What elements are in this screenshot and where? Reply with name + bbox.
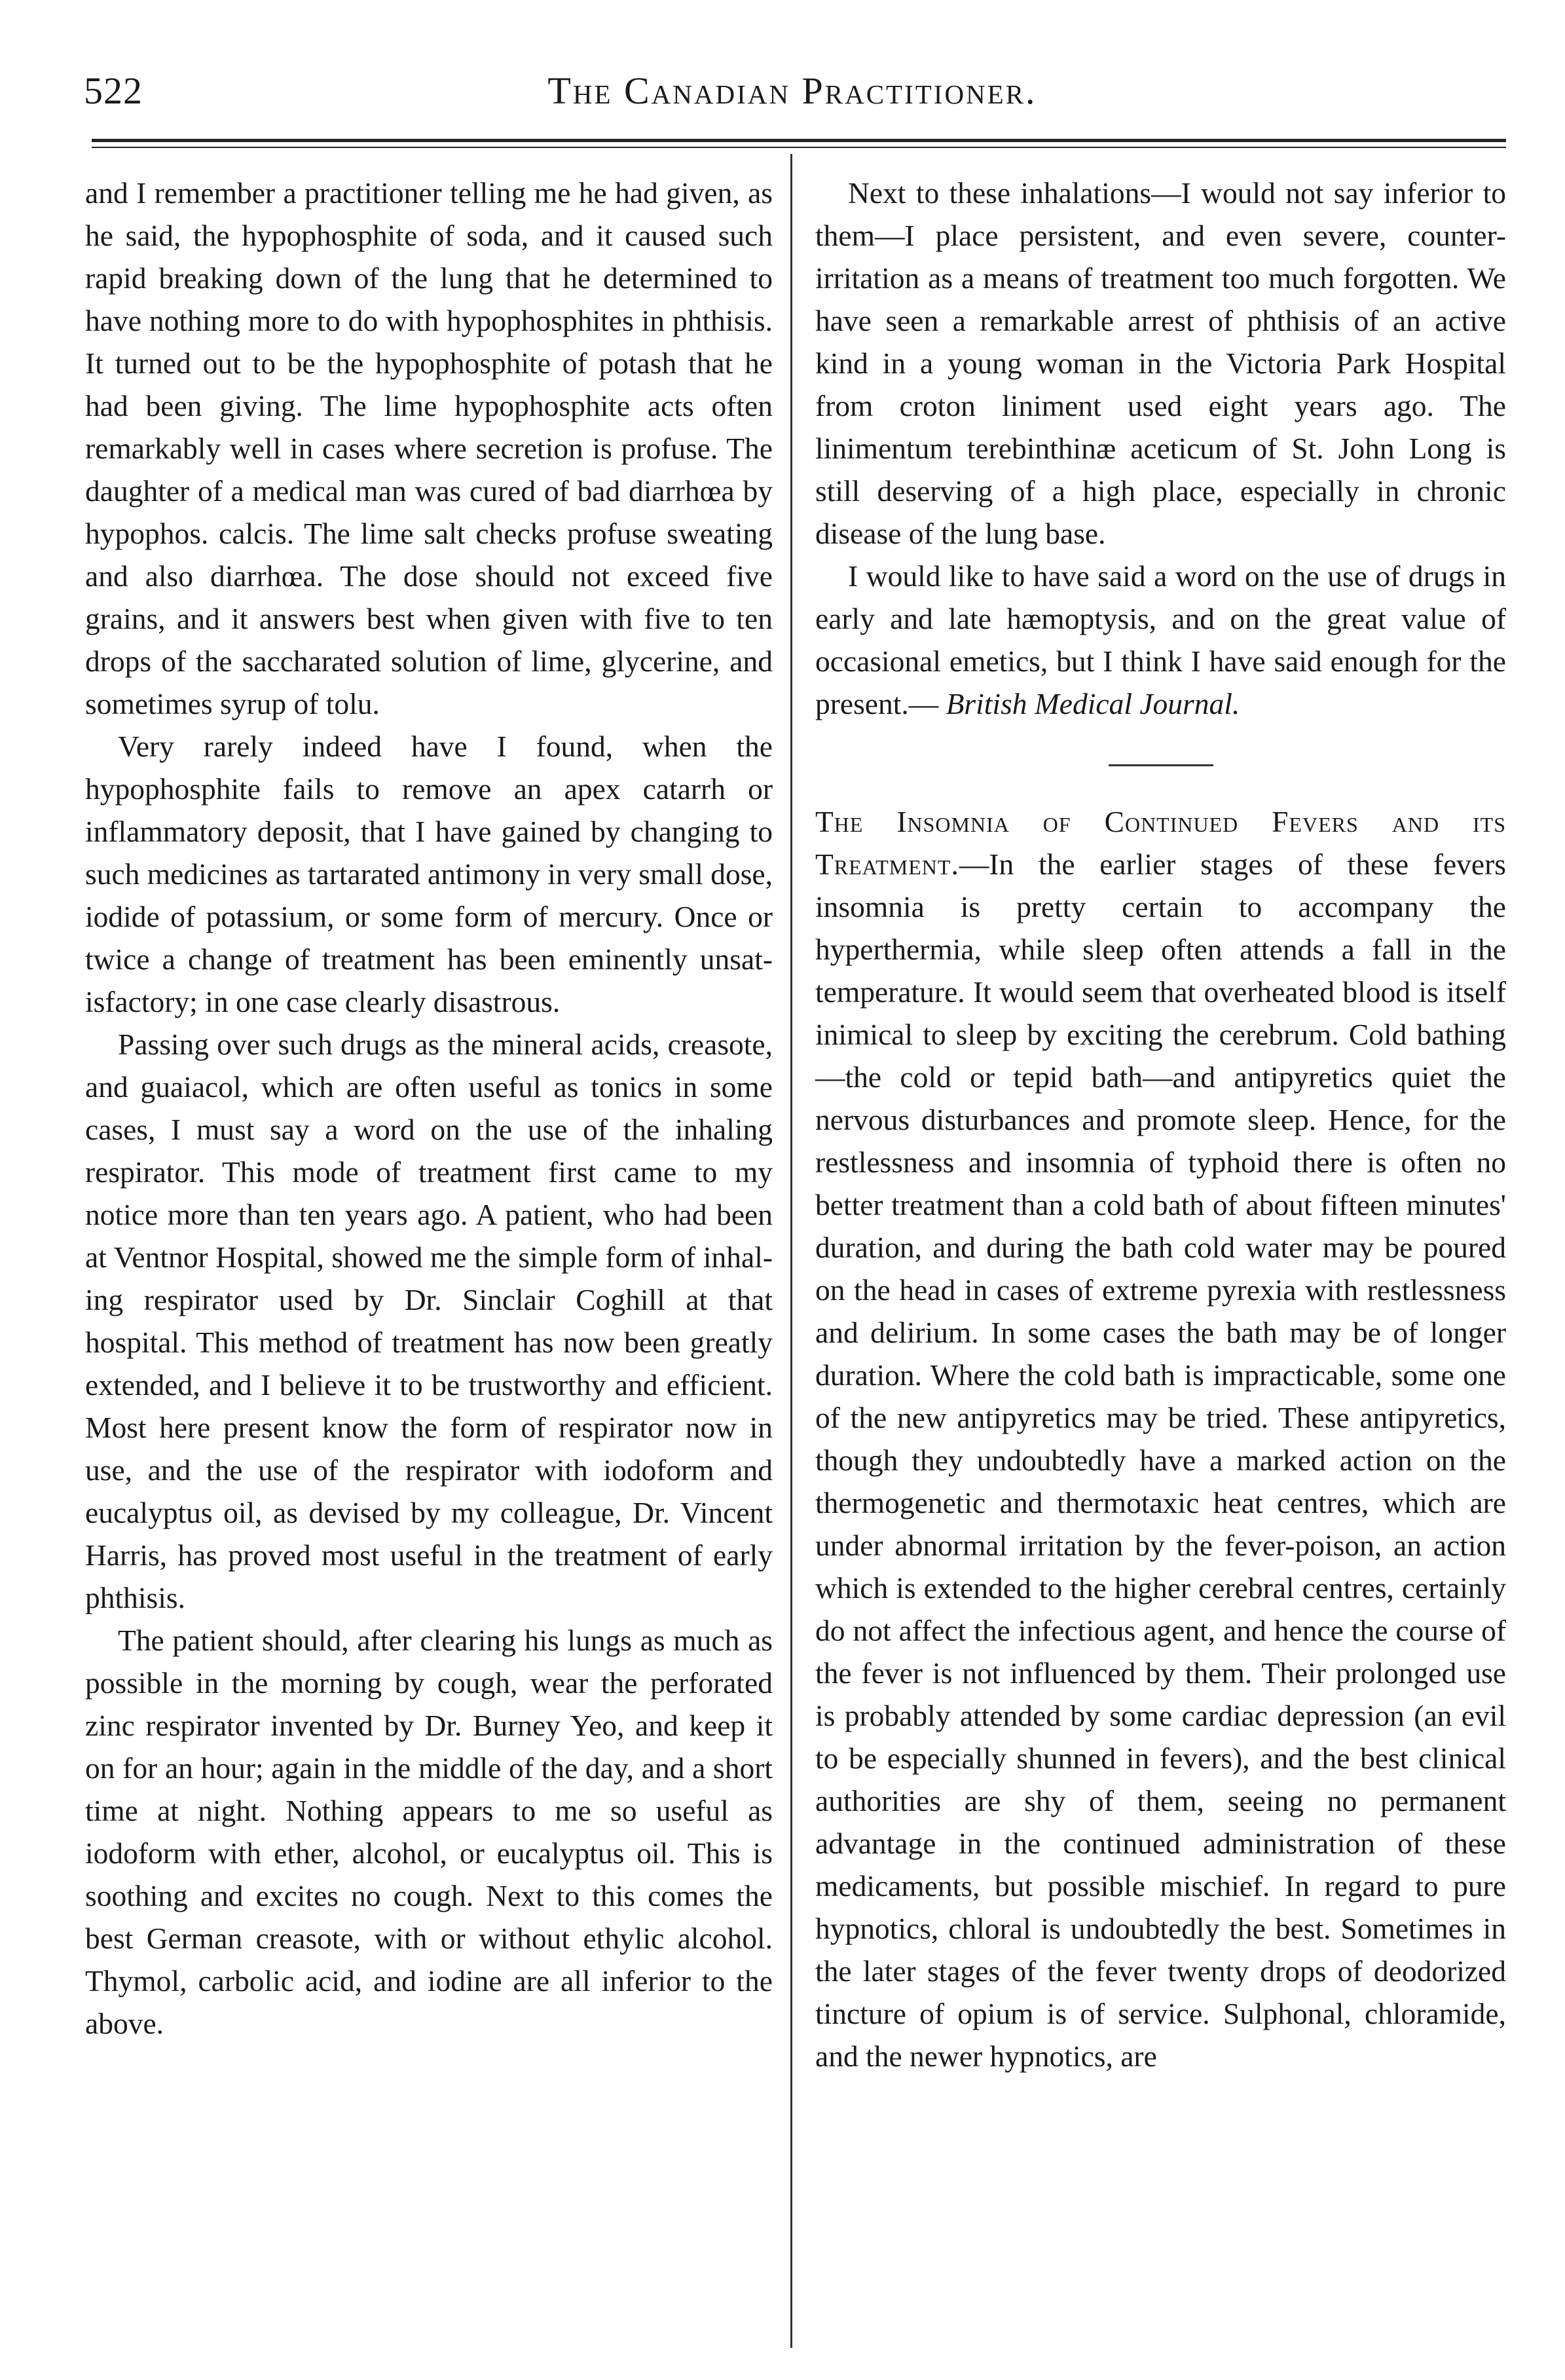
right-paragraph-1: Next to these inhalations—I would not say inferior to them—I place persistent, and even severe, counter-irritation as a means of treatment too much forgotten. We have seen a remarkable arrest of phthisis of an active kind in a young woman in the Victoria Park Hospital from croton liniment used eight years ago. The linimentum terebinthinæ aceticum of St. John Long is still deserving of a high place, especially in chronic disease of the lung base. [815,176,1506,550]
left-column [85,172,773,2045]
header-rule [92,139,1506,142]
left-paragraph-4: The patient should, after clearing his lungs as much as possible in the morning by cough, wear the perforated zinc respirator invented by Dr. Burney Yeo, and keep it on for an hour; again in the middle of the day, and a short time at night. Nothing appears to me so useful as iodoform with ether, alcohol, or eucalyptus oil. This is soothing and excites no cough. Next to this comes the best German creasote, with or without ethylic alcohol. Thymol, carbolic acid, and iodine are all inferior to the above. [85,1624,773,2040]
left-paragraph-2: Very rarely indeed have I found, when the hypophosphite fails to remove an apex catarrh or inflammatory deposit, that I have gained by changing to such medicines as tartarated antimony in very small dose, iodide of potassium, or some form of mercury. Once or twice a change of treatment has been eminently unsatisfactory; in one case clearly disastrous. [85,730,773,1018]
article-body: —In the earlier stages of these fevers insomnia is pretty certain to accompany the hyperthermia, while sleep often attends a fall in the temperature. It would seem that overheated blood is itself inimical to sleep by exciting the cerebrum. Cold bathing—the cold or tepid bath—and antipyretics quiet the nervous disturbances and promote sleep. Hence, for the restlessness and insomnia of typhoid there is often no better treatment than a cold bath of about fifteen minutes' duration, and during the bath cold water may be poured on the head in cases of extreme pyrexia with restlessness and delirium. In some cases the bath may be of longer duration. Where the cold bath is impracticable, some one of the new antipyretics may be tried. These antipyretics, though they undoubtedly have a marked action on the thermogenetic and thermotaxic heat centres, which are under abnormal irritation by the fever-poison, an action which is extended to the higher cerebral centres, certainly do not affect the infectious agent, and hence the course of the fever is not influenced by them. Their prolonged use is probably attended by some cardiac depression (an evil to be especially shunned in fevers), and the best clinical authorities are shy of them, seeing no permanent advantage in the continued administration of these medicaments, but possible mischief. In regard to pure hypnotics, chloral is undoubtedly the best. Sometimes in the later stages of the fever twenty drops of deodorized tincture of opium is of service. Sulphonal, chloramide, and the newer hypnotics, are [815,847,1506,2073]
header-rule-thin [92,147,1506,148]
running-title: The Canadian Practitioner. [547,69,1037,112]
page-number: 522 [84,69,143,112]
page-header [79,62,1506,134]
left-paragraph-3: Passing over such drugs as the mineral acids, creasote, and guaiacol, which are often useful as tonics in some cases, I must say a word on the use of the inhaling respirator. This mode of treatment first came to my notice more than ten years ago. A patient, who had been at Ventnor Hospital, showed me the simple form of inhaling respirator used by Dr. Sinclair Coghill at that hospital. This method of treatment has now been greatly extended, and I believe it to be trustworthy and efficient. Most here present know the form of respirator now in use, and the use of the respirator with iodoform and eucalyptus oil, as devised by my colleague, Dr. Vincent Harris, has proved most useful in the treatment of early phthisis. [85,1028,773,1614]
column-divider [790,154,792,2348]
source-citation: British Medical Journal. [946,687,1240,720]
article-heading: The Insomnia of Continued Fevers and its Treatment. [815,805,1506,881]
right-paragraph-2-text: I would like to have said a word on the use of drugs in early and late hæmoptysis, and on the great value of occasional emetics, but I think I have said enough for the present.— [815,559,1506,720]
left-paragraph-1: and I remember a practitioner telling me he had given, as he said, the hypophosphite of soda, and it caused such rapid breaking down of the lung that he determined to have nothing more to do with hypophosphites in phthisis. It turned out to be the hypophosphite of potash that he had been giving. The lime hypophosphite acts often remarkably well in cases where secretion is profuse. The daughter of a medical man was cured of bad diarrhœa by hypophos. calcis. The lime salt checks profuse sweating and also diarrhœa. The dose should not exceed five grains, and it answers best when given with five to ten drops of the saccharated solution of lime, glycerine, and sometimes syrup of tolu. [85,176,773,720]
section-divider [1109,764,1213,766]
right-column [815,172,1506,2077]
article-paragraph [815,800,1506,2077]
right-paragraph-2 [815,555,1506,725]
